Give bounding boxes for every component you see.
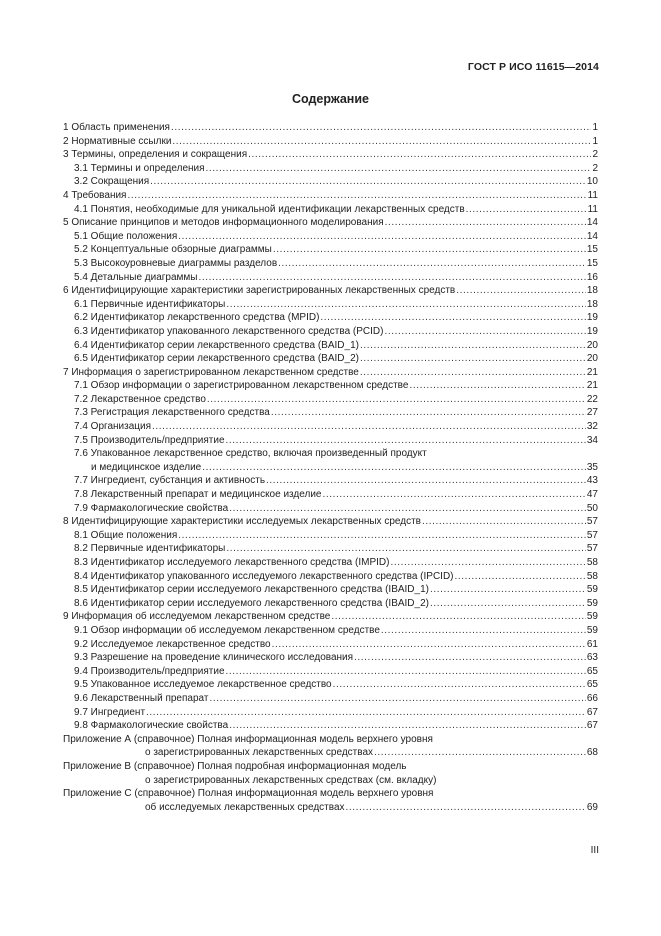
toc-leader-dots bbox=[360, 352, 586, 366]
toc-entry-title: 4.1 Понятия, необходимые для уникальной идентификации лекарственных средств bbox=[74, 203, 465, 215]
toc-leader-dots bbox=[430, 583, 586, 597]
toc-page-number: 14 bbox=[586, 230, 598, 242]
toc-entry[interactable] bbox=[63, 624, 598, 638]
toc-page-number: 58 bbox=[586, 557, 598, 568]
toc-entry[interactable] bbox=[63, 461, 598, 475]
toc-leader-dots bbox=[199, 271, 586, 285]
toc-entry[interactable] bbox=[63, 298, 598, 312]
toc-leader-dots bbox=[226, 665, 586, 679]
toc-entry-title: 8.5 Идентификатор серии исследуемого лекарственного средства (IBAID_1) bbox=[74, 584, 429, 596]
toc-entry-title: 8.1 Общие положения bbox=[74, 529, 178, 541]
toc-page-number: 65 bbox=[586, 679, 598, 691]
toc-entry[interactable] bbox=[63, 542, 598, 556]
toc-entry[interactable] bbox=[63, 719, 598, 733]
toc-page-number: 59 bbox=[586, 597, 598, 609]
toc-entry-line: Приложение А (справочное) Полная информационная модель верхнего уровня bbox=[63, 733, 433, 745]
toc-leader-dots bbox=[229, 719, 586, 733]
toc-leader-dots bbox=[127, 189, 586, 203]
toc-page-number: 59 bbox=[586, 624, 598, 636]
toc-entry-title: 9.1 Обзор информации об исследуемом лекарственном средстве bbox=[74, 624, 380, 636]
toc-entry-title: 8.6 Идентификатор серии исследуемого лекарственного средства (IBAID_2) bbox=[74, 597, 429, 609]
toc-entry-title: 3 Термины, определения и сокращения bbox=[63, 149, 248, 161]
toc-page-number: 67 bbox=[586, 706, 598, 718]
toc-page-number: 18 bbox=[586, 298, 598, 310]
toc-page-number: 1 bbox=[592, 135, 598, 147]
page-number: III bbox=[590, 845, 599, 856]
toc-page-number: 61 bbox=[586, 638, 598, 650]
toc-entry-title: 3.2 Сокращения bbox=[74, 176, 150, 188]
toc-entry-title: 7.4 Организация bbox=[74, 421, 151, 433]
toc-leader-dots bbox=[331, 610, 586, 624]
toc-page-number: 59 bbox=[586, 611, 598, 623]
toc-entry[interactable] bbox=[63, 121, 598, 135]
toc-leader-dots bbox=[229, 502, 586, 516]
toc-entry[interactable] bbox=[63, 366, 598, 380]
toc-page-number: 35 bbox=[586, 461, 598, 473]
toc-entry-title: 9.4 Производитель/предприятие bbox=[74, 665, 225, 677]
toc-leader-dots bbox=[384, 325, 585, 339]
toc-entry[interactable] bbox=[63, 706, 598, 720]
toc-leader-dots bbox=[272, 638, 586, 652]
toc-leader-dots bbox=[390, 556, 585, 570]
toc-leader-dots bbox=[422, 515, 586, 529]
toc-leader-dots bbox=[150, 175, 586, 189]
toc-entry-title: 8.3 Идентификатор исследуемого лекарственного средства (IMPID) bbox=[74, 557, 390, 568]
toc-page-number: 69 bbox=[586, 801, 598, 813]
toc-entry-title: 5 Описание принципов и методов информационного моделирования bbox=[63, 217, 384, 229]
toc-entry-title: 9.7 Ингредиент bbox=[74, 706, 146, 718]
toc-entry[interactable] bbox=[63, 556, 598, 570]
toc-entry[interactable] bbox=[63, 502, 598, 516]
toc-entry-title: 4 Требования bbox=[63, 189, 127, 201]
toc-leader-dots bbox=[226, 434, 586, 448]
toc-leader-dots bbox=[152, 420, 586, 434]
toc-leader-dots bbox=[171, 121, 591, 135]
toc-entry[interactable] bbox=[63, 638, 598, 652]
toc-leader-dots bbox=[202, 461, 586, 475]
toc-entry[interactable] bbox=[63, 203, 598, 217]
toc-entry[interactable] bbox=[63, 257, 598, 271]
toc-entry-title: 6 Идентифицирующие характеристики зарегистрированных лекарственных средств bbox=[63, 285, 456, 297]
toc-leader-dots bbox=[360, 339, 586, 353]
toc-page-number: 59 bbox=[586, 584, 598, 596]
toc-entry-title: 5.3 Высокоуровневые диаграммы разделов bbox=[74, 257, 278, 269]
toc-leader-dots bbox=[385, 216, 586, 230]
toc-page-number: 18 bbox=[586, 285, 598, 297]
toc-entry[interactable] bbox=[63, 162, 598, 176]
toc-leader-dots bbox=[346, 801, 586, 815]
toc-page-number: 2 bbox=[592, 162, 598, 174]
toc-page-number: 57 bbox=[586, 516, 598, 528]
toc-entry-line: Приложение В (справочное) Полная подробная информационная модель bbox=[63, 760, 407, 772]
toc-leader-dots bbox=[172, 135, 591, 149]
toc-entry[interactable] bbox=[63, 474, 598, 488]
toc-page-number: 20 bbox=[586, 353, 598, 365]
toc-entry[interactable] bbox=[63, 583, 598, 597]
toc-entry[interactable] bbox=[63, 175, 598, 189]
toc-entry-title: 3.1 Термины и определения bbox=[74, 162, 205, 174]
toc-leader-dots bbox=[266, 474, 586, 488]
toc-page-number: 50 bbox=[586, 502, 598, 514]
toc-leader-dots bbox=[226, 298, 586, 312]
toc-leader-dots bbox=[178, 230, 586, 244]
toc-entry[interactable] bbox=[63, 597, 598, 611]
toc-entry[interactable] bbox=[63, 746, 598, 760]
toc-page-number: 11 bbox=[587, 189, 598, 201]
standard-header: ГОСТ Р ИСО 11615—2014 bbox=[467, 61, 599, 73]
toc-entry[interactable] bbox=[63, 352, 598, 366]
toc-page-number: 15 bbox=[586, 244, 598, 256]
toc-entry[interactable] bbox=[63, 665, 598, 679]
toc-entry[interactable] bbox=[63, 189, 598, 203]
toc-page-number: 27 bbox=[586, 407, 598, 419]
toc-page-number: 21 bbox=[586, 380, 598, 392]
toc-entry[interactable] bbox=[63, 488, 598, 502]
toc-page-number: 47 bbox=[586, 489, 598, 501]
toc-leader-dots bbox=[456, 284, 586, 298]
toc-leader-dots bbox=[209, 692, 585, 706]
toc-entry-title: 6.2 Идентификатор лекарственного средства (MPID) bbox=[74, 312, 320, 324]
toc-entry[interactable] bbox=[63, 434, 598, 448]
toc-entry[interactable] bbox=[63, 692, 598, 706]
toc-entry-title: 6.4 Идентификатор серии лекарственного средства (BAID_1) bbox=[74, 339, 359, 351]
toc-entry-title: 9.5 Упакованное исследуемое лекарственное средство bbox=[74, 679, 332, 691]
toc-page-number: 11 bbox=[587, 203, 598, 215]
toc-page-number: 65 bbox=[586, 665, 598, 677]
toc-page-number: 14 bbox=[586, 217, 598, 229]
toc-entry-title: о зарегистрированных лекарственных средствах bbox=[145, 747, 374, 759]
toc-entry[interactable] bbox=[63, 311, 598, 325]
toc-entry-title: 9.6 Лекарственный препарат bbox=[74, 692, 209, 704]
toc-entry[interactable] bbox=[63, 284, 598, 298]
toc-leader-dots bbox=[455, 570, 586, 584]
toc-page-number: 16 bbox=[586, 271, 598, 283]
toc-entry[interactable] bbox=[63, 678, 598, 692]
toc-page-number: 1 bbox=[592, 122, 598, 133]
toc-entry-title: 5.1 Общие положения bbox=[74, 230, 178, 242]
toc-page-number: 57 bbox=[586, 529, 598, 541]
toc-page-number: 34 bbox=[586, 434, 598, 446]
toc-entry-title: 9.8 Фармакологические свойства bbox=[74, 720, 229, 732]
toc-entry[interactable] bbox=[63, 379, 598, 393]
toc-entry[interactable] bbox=[63, 243, 598, 257]
toc-page-number: 58 bbox=[586, 570, 598, 582]
toc-entry-title: 8.4 Идентификатор упакованного исследуемого лекарственного средства (IPCID) bbox=[74, 570, 454, 582]
toc-leader-dots bbox=[333, 678, 586, 692]
toc-entry[interactable] bbox=[63, 339, 598, 353]
toc-leader-dots bbox=[466, 203, 587, 217]
toc-entry[interactable] bbox=[63, 610, 598, 624]
toc-leader-dots bbox=[226, 542, 586, 556]
toc-entry-title: и медицинское изделие bbox=[91, 461, 202, 473]
toc-page-number: 68 bbox=[586, 747, 598, 759]
toc-leader-dots bbox=[360, 366, 586, 380]
table-of-contents bbox=[63, 121, 598, 814]
toc-page-number: 67 bbox=[586, 720, 598, 732]
toc-leader-dots bbox=[207, 393, 586, 407]
toc-leader-dots bbox=[273, 243, 586, 257]
toc-entry-title: 7.3 Регистрация лекарственного средства bbox=[74, 407, 270, 419]
toc-leader-dots bbox=[271, 406, 586, 420]
toc-leader-dots bbox=[381, 624, 586, 638]
toc-entry-title: 7.8 Лекарственный препарат и медицинское изделие bbox=[74, 489, 322, 501]
toc-page-number: 66 bbox=[586, 692, 598, 704]
toc-entry[interactable] bbox=[63, 529, 598, 543]
toc-leader-dots bbox=[409, 379, 585, 393]
toc-page-number: 32 bbox=[586, 421, 598, 433]
toc-entry-title: 7.7 Ингредиент, субстанция и активность bbox=[74, 475, 266, 487]
toc-page-number: 57 bbox=[586, 543, 598, 555]
toc-entry-title: об исследуемых лекарственных средствах bbox=[145, 801, 345, 813]
toc-entry-line: Приложение С (справочное) Полная информационная модель верхнего уровня bbox=[63, 788, 434, 800]
toc-page-number: 19 bbox=[586, 325, 598, 337]
toc-entry-title: 9 Информация об исследуемом лекарственном средстве bbox=[63, 611, 331, 623]
toc-entry[interactable] bbox=[63, 216, 598, 230]
toc-entry[interactable] bbox=[63, 570, 598, 584]
toc-entry[interactable] bbox=[63, 406, 598, 420]
toc-entry[interactable] bbox=[63, 393, 598, 407]
toc-entry[interactable] bbox=[63, 148, 598, 162]
toc-leader-dots bbox=[320, 311, 585, 325]
toc-page-number: 21 bbox=[586, 366, 598, 378]
toc-entry[interactable] bbox=[63, 801, 598, 815]
toc-entry[interactable] bbox=[63, 515, 598, 529]
toc-leader-dots bbox=[278, 257, 586, 271]
toc-entry[interactable] bbox=[63, 135, 598, 149]
toc-entry-title: 9.3 Разрешение на проведение клинического исследования bbox=[74, 652, 354, 664]
toc-entry[interactable] bbox=[63, 325, 598, 339]
toc-page-number: 2 bbox=[592, 149, 598, 161]
toc-entry-title: 5.4 Детальные диаграммы bbox=[74, 271, 198, 283]
toc-entry-title: 7.5 Производитель/предприятие bbox=[74, 434, 225, 446]
toc-entry-title: 6.5 Идентификатор серии лекарственного средства (BAID_2) bbox=[74, 353, 359, 365]
toc-entry-title: 1 Область применения bbox=[63, 122, 170, 133]
toc-entry-line: 7.6 Упакованное лекарственное средство, включая произведенный продукт bbox=[74, 448, 427, 460]
toc-entry-title: 7.9 Фармакологические свойства bbox=[74, 502, 229, 514]
toc-page-number: 22 bbox=[586, 393, 598, 405]
toc-entry-title: 7.1 Обзор информации о зарегистрированном лекарственном средстве bbox=[74, 380, 409, 392]
toc-page-number: 63 bbox=[586, 652, 598, 664]
toc-leader-dots bbox=[206, 162, 592, 176]
toc-entry-title: 8 Идентифицирующие характеристики исследуемых лекарственных средств bbox=[63, 516, 421, 528]
toc-leader-dots bbox=[354, 651, 586, 665]
toc-page-number: 10 bbox=[586, 176, 598, 188]
toc-entry-line: о зарегистрированных лекарственных средствах (см. вкладку) bbox=[145, 774, 437, 786]
toc-leader-dots bbox=[146, 706, 586, 720]
page-title: Содержание bbox=[291, 92, 369, 106]
toc-page-number: 19 bbox=[586, 312, 598, 324]
toc-entry-title: 5.2 Концептуальные обзорные диаграммы bbox=[74, 244, 272, 256]
toc-leader-dots bbox=[248, 148, 591, 162]
toc-entry[interactable] bbox=[63, 651, 598, 665]
toc-entry-title: 7 Информация о зарегистрированном лекарственном средстве bbox=[63, 366, 359, 378]
toc-leader-dots bbox=[322, 488, 585, 502]
toc-entry-title: 6.1 Первичные идентификаторы bbox=[74, 298, 226, 310]
toc-entry[interactable] bbox=[63, 230, 598, 244]
toc-entry-title: 7.2 Лекарственное средство bbox=[74, 393, 206, 405]
toc-leader-dots bbox=[430, 597, 586, 611]
toc-leader-dots bbox=[178, 529, 586, 543]
toc-entry[interactable] bbox=[63, 420, 598, 434]
toc-entry-title: 2 Нормативные ссылки bbox=[63, 135, 172, 147]
toc-entry-title: 8.2 Первичные идентификаторы bbox=[74, 543, 226, 555]
toc-page-number: 20 bbox=[586, 339, 598, 351]
toc-entry-title: 9.2 Исследуемое лекарственное средство bbox=[74, 638, 271, 650]
toc-page-number: 15 bbox=[586, 257, 598, 269]
toc-leader-dots bbox=[374, 746, 586, 760]
toc-entry[interactable] bbox=[63, 271, 598, 285]
toc-entry-title: 6.3 Идентификатор упакованного лекарственного средства (PCID) bbox=[74, 325, 384, 337]
toc-page-number: 43 bbox=[586, 475, 598, 487]
